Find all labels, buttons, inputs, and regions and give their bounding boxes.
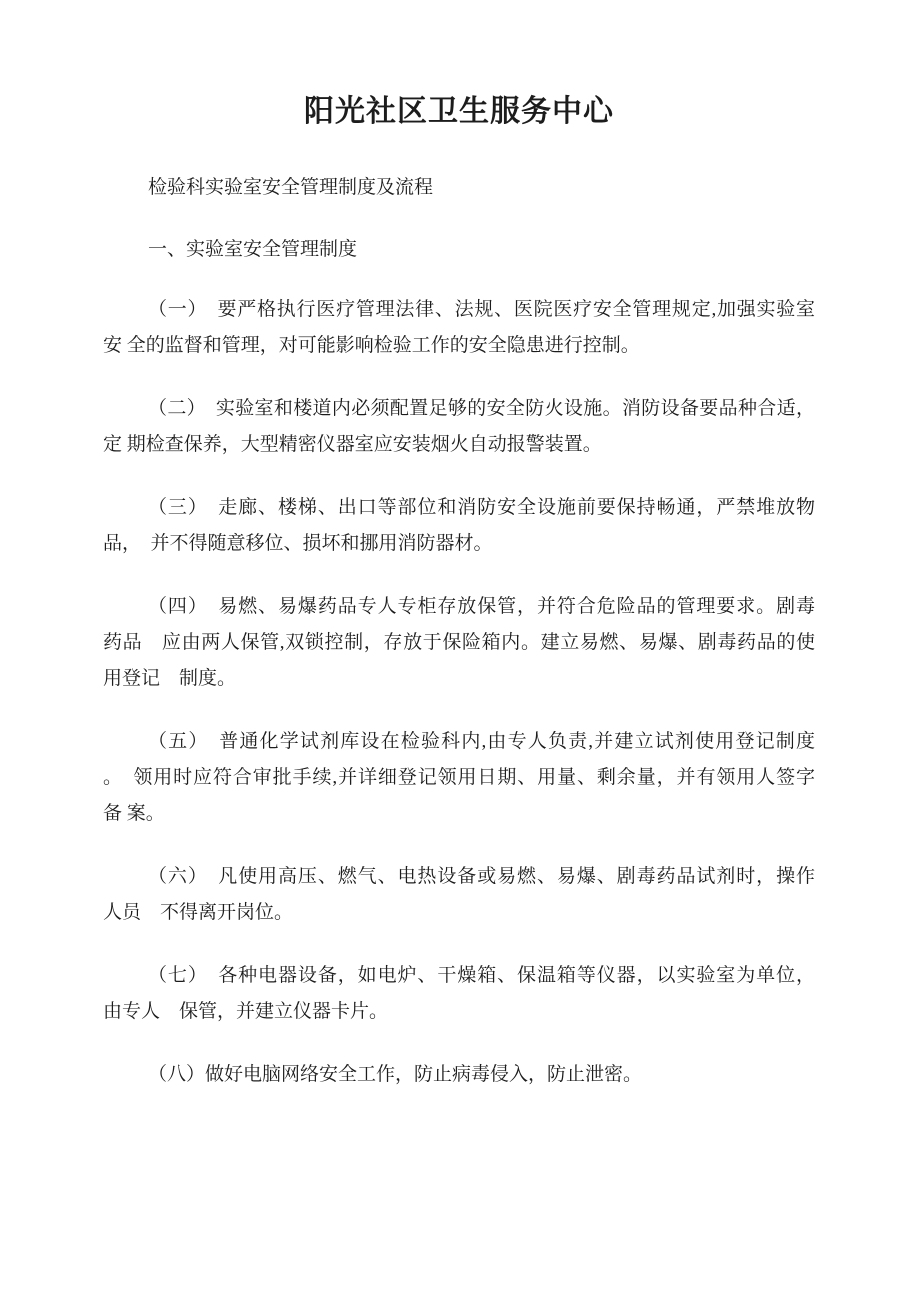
paragraph-line: 由专人 保管，并建立仪器卡片。: [103, 1001, 389, 1022]
paragraph-line: （八）做好电脑网络安全工作，防止病毒侵入，防止泄密。: [148, 1064, 643, 1085]
paragraph-line: 安 全的监督和管理，对可能影响检验工作的安全隐患进行控制。: [103, 335, 640, 356]
paragraph-line: 用登记 制度。: [103, 668, 237, 689]
paragraph-line: （六） 凡使用高压、燃气、电热设备或易燃、易爆、剧毒药品试剂时，操作: [148, 866, 815, 887]
paragraph-line: （七） 各种电器设备，如电炉、干燥箱、保温箱等仪器，以实验室为单位，: [148, 965, 815, 986]
paragraph-1: [103, 292, 815, 364]
paragraph-line: （二） 实验室和楼道内必须配置足够的安全防火设施。消防设备要品种合适，: [148, 398, 815, 419]
paragraph-line: 定 期检查保养，大型精密仪器室应安装烟火自动报警装置。: [103, 434, 602, 455]
paragraph-line: 。 领用时应符合审批手续,并详细登记领用日期、用量、剩余量，并有领用人签字: [103, 767, 815, 788]
section-heading: 一、实验室安全管理制度: [148, 239, 358, 260]
paragraph-line: 药品 应由两人保管,双锁控制，存放于保险箱内。建立易燃、易爆、剧毒药品的使: [103, 632, 815, 653]
document-subtitle: 检验科实验室安全管理制度及流程: [148, 177, 434, 198]
paragraph-line: （一） 要严格执行医疗管理法律、法规、医院医疗安全管理规定,加强实验室: [148, 299, 815, 320]
paragraph-5: [103, 724, 815, 832]
paragraph-line: （三） 走廊、楼梯、出口等部位和消防安全设施前要保持畅通，严禁堆放物: [148, 497, 815, 518]
paragraph-line: （五） 普通化学试剂库设在检验科内,由专人负责,并建立试剂使用登记制度: [148, 731, 815, 752]
document-title: 阳光社区卫生服务中心: [304, 95, 614, 128]
paragraph-line: （四） 易燃、易爆药品专人专柜存放保管，并符合危险品的管理要求。剧毒: [148, 596, 815, 617]
paragraph-line: 品， 并不得随意移位、损坏和挪用消防器材。: [103, 533, 493, 554]
paragraph-2: [103, 391, 815, 463]
paragraph-line: 人员 不得离开岗位。: [103, 902, 294, 923]
paragraph-line: 备 案。: [103, 803, 165, 824]
paragraph-7: [103, 958, 815, 1030]
document-body: [103, 292, 815, 1093]
paragraph-3: [103, 490, 815, 562]
paragraph-8: [103, 1057, 815, 1093]
paragraph-6: [103, 859, 815, 931]
paragraph-4: [103, 589, 815, 697]
document-page: [103, 0, 815, 1093]
